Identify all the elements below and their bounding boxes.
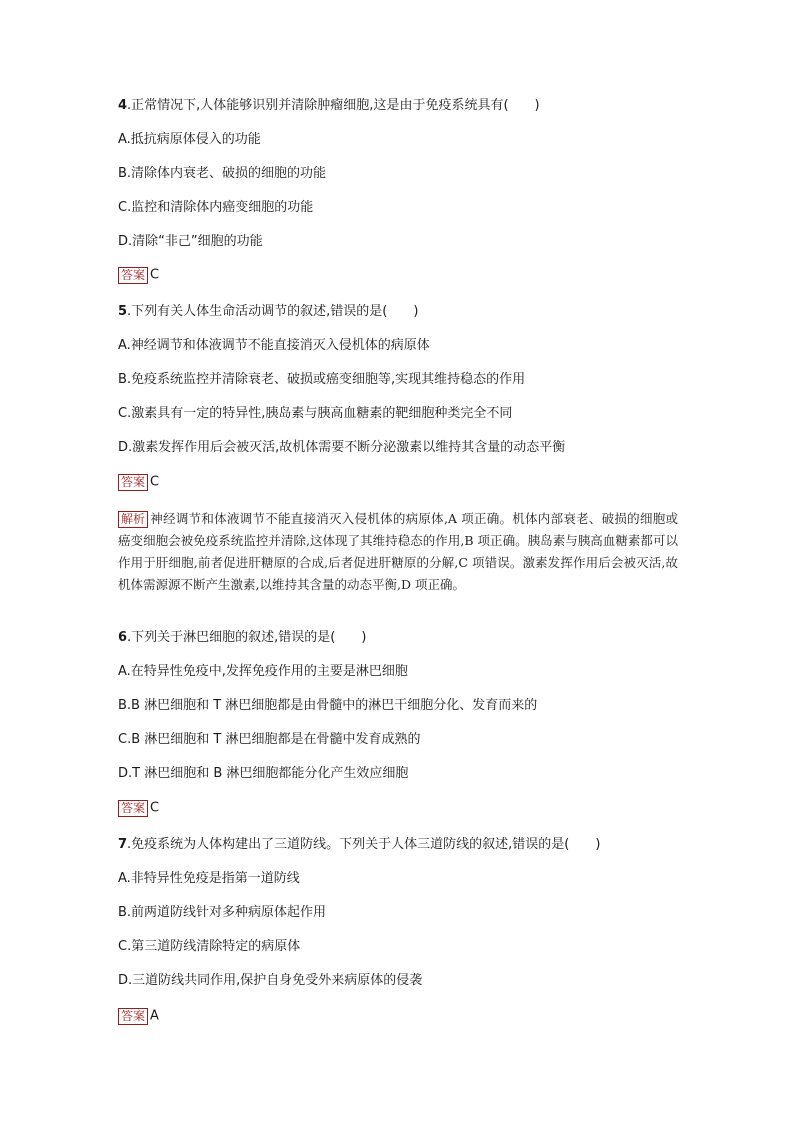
question-5-option-a: A.神经调节和体液调节不能直接消灭入侵机体的病原体 (118, 338, 430, 353)
question-5-option-c: C.激素具有一定的特异性,胰岛素与胰高血糖素的靶细胞种类完全不同 (118, 406, 513, 421)
answer-tag: 答案 (118, 1008, 148, 1025)
question-number: 4 (118, 98, 128, 113)
question-6-stem (118, 630, 366, 646)
answer-tag: 答案 (118, 800, 148, 817)
question-5-option-d: D.激素发挥作用后会被灭活,故机体需要不断分泌激素以维持其含量的动态平衡 (118, 440, 566, 455)
question-7-option-d: D.三道防线共同作用,保护自身免受外来病原体的侵袭 (118, 973, 423, 988)
question-text: .下列有关人体生命活动调节的叙述,错误的是( ) (127, 304, 419, 319)
question-text: .下列关于淋巴细胞的叙述,错误的是( ) (127, 630, 367, 645)
answer-tag: 答案 (118, 267, 148, 284)
question-6-option-c: C.B 淋巴细胞和 T 淋巴细胞都是在骨髓中发育成熟的 (118, 732, 421, 747)
question-6-answer (118, 800, 159, 817)
answer-tag: 答案 (118, 474, 148, 491)
question-7-option-c: C.第三道防线清除特定的病原体 (118, 939, 301, 954)
question-7-option-a: A.非特异性免疫是指第一道防线 (118, 871, 300, 886)
question-7-option-b: B.前两道防线针对多种病原体起作用 (118, 905, 327, 920)
answer-value: C (150, 474, 160, 490)
explanation-tag: 解析 (118, 511, 148, 528)
question-5-explanation (118, 508, 678, 596)
explanation-text: 神经调节和体液调节不能直接消灭入侵机体的病原体,A 项正确。机体内部衰老、破损的细胞或癌变细胞会被免疫系统监控并清除,这体现了其维持稳态的作用,B 项正确。胰岛素与胰高血糖素都可以作用于肝细胞,前者促进肝糖原的合成,后者促进肝糖原的分解,C 项错误。激素发挥作用后会被灭活,故机体需源源不断产生激素,以维持其含量的动态平衡,D 项正确。 (118, 511, 678, 592)
question-7-stem (118, 837, 600, 853)
question-number: 5 (118, 304, 128, 319)
question-4-option-a: A.抵抗病原体侵入的功能 (118, 132, 261, 147)
question-4-option-c: C.监控和清除体内癌变细胞的功能 (118, 200, 314, 215)
question-6-option-d: D.T 淋巴细胞和 B 淋巴细胞都能分化产生效应细胞 (118, 766, 409, 781)
question-4-stem (118, 98, 540, 114)
answer-value: C (150, 800, 160, 816)
question-text: .正常情况下,人体能够识别并清除肿瘤细胞,这是由于免疫系统具有( ) (127, 98, 540, 113)
question-6-option-a: A.在特异性免疫中,发挥免疫作用的主要是淋巴细胞 (118, 664, 408, 679)
question-5-option-b: B.免疫系统监控并清除衰老、破损或癌变细胞等,实现其维持稳态的作用 (118, 372, 526, 387)
question-number: 7 (118, 837, 128, 852)
question-4-option-b: B.清除体内衰老、破损的细胞的功能 (118, 166, 327, 181)
question-6-option-b: B.B 淋巴细胞和 T 淋巴细胞都是由骨髓中的淋巴干细胞分化、发育而来的 (118, 698, 538, 713)
answer-value: C (150, 267, 160, 283)
answer-value: A (150, 1008, 159, 1024)
question-4-answer (118, 267, 159, 284)
question-text: .免疫系统为人体构建出了三道防线。下列关于人体三道防线的叙述,错误的是( ) (127, 837, 601, 852)
question-4-option-d: D.清除“非己”细胞的功能 (118, 234, 263, 249)
question-5-answer (118, 474, 159, 491)
question-number: 6 (118, 630, 128, 645)
question-7-answer (118, 1008, 159, 1025)
question-5-stem (118, 304, 418, 320)
